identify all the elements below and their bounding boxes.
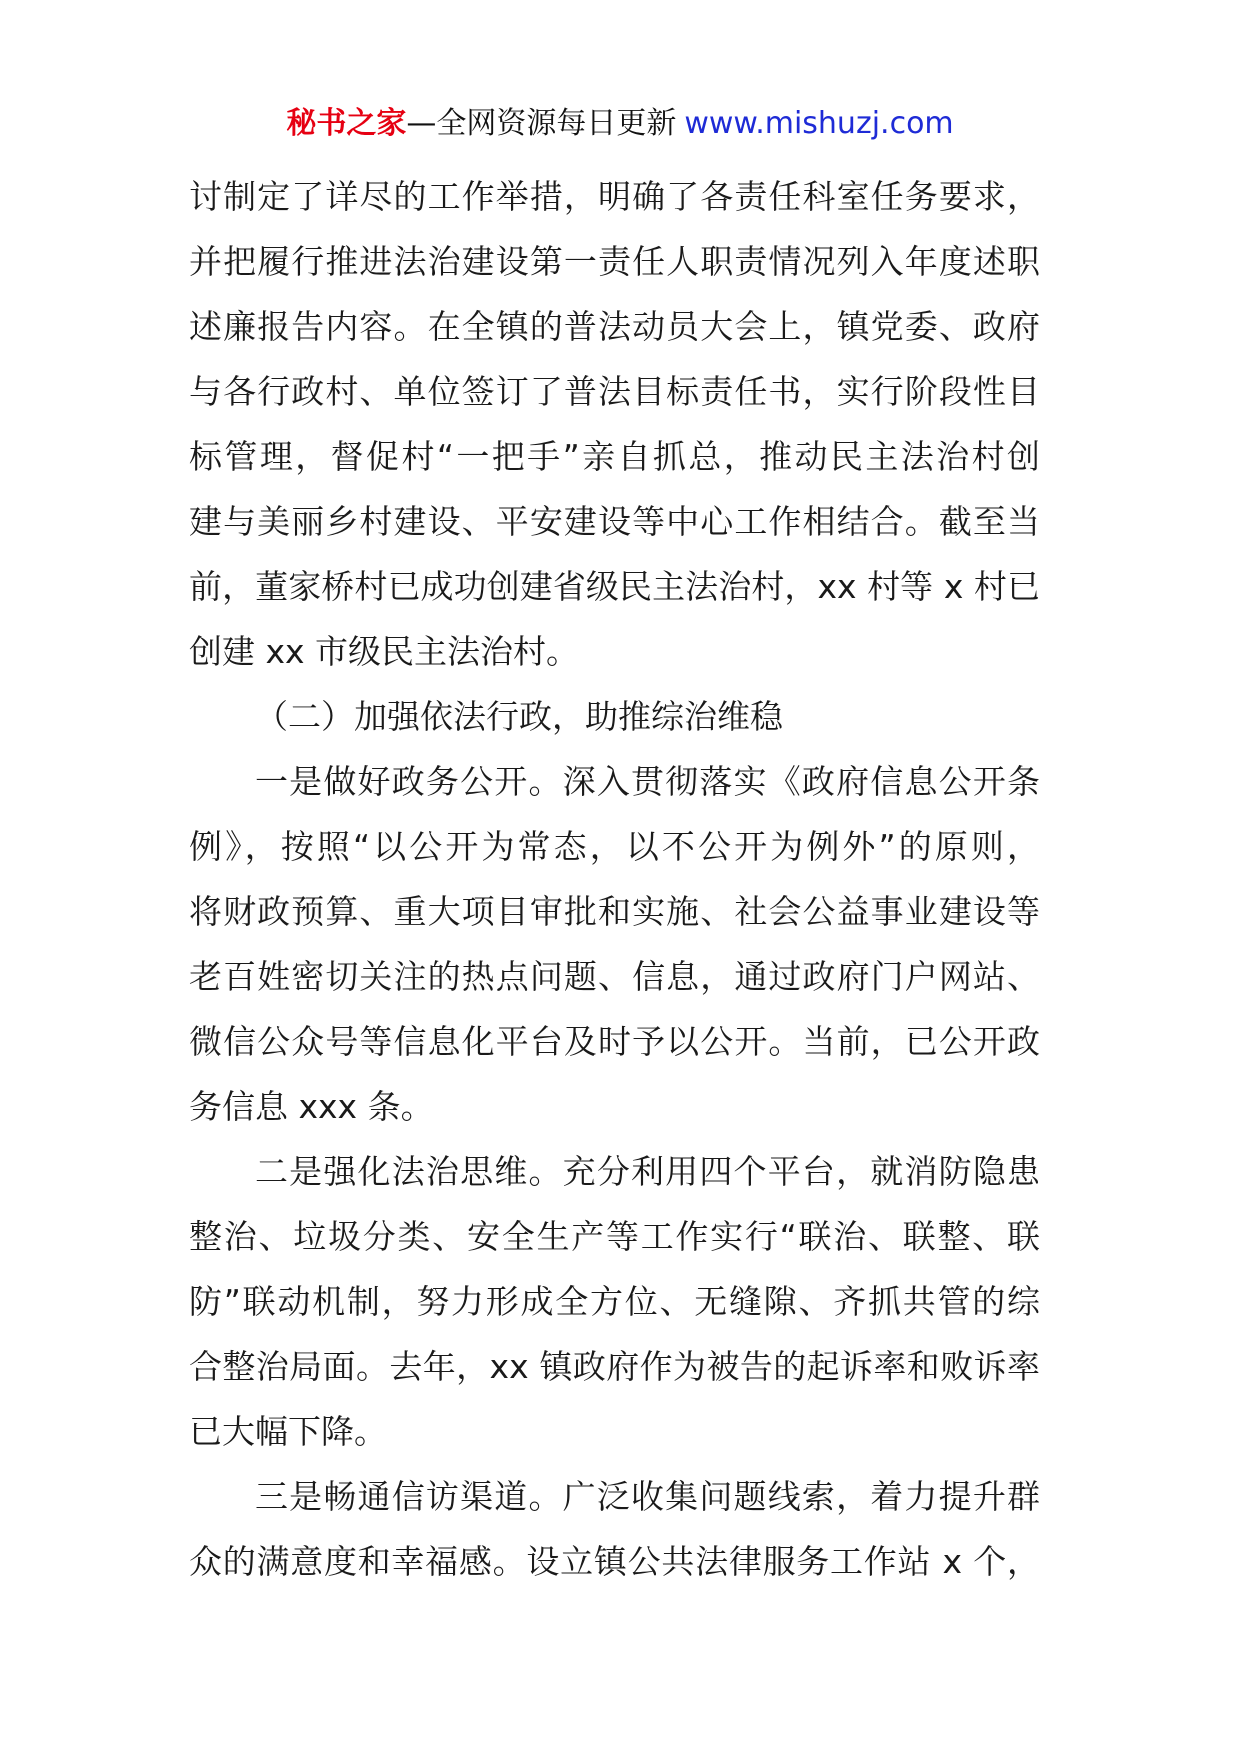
text-line: 与各行政村、单位签订了普法目标责任书，实行阶段性目 <box>189 372 1040 411</box>
site-brand: 秘书之家 <box>286 106 407 141</box>
text-line: 建与美丽乡村建设、平安建设等中心工作相结合。截至当 <box>189 502 1040 541</box>
page-header <box>0 104 1240 144</box>
site-tagline: —全网资源每日更新 <box>406 106 677 141</box>
text-line: 述廉报告内容。在全镇的普法动员大会上，镇党委、政府 <box>189 307 1040 346</box>
text-line: 前，董家桥村已成功创建省级民主法治村，xx 村等 x 村已 <box>189 567 1040 606</box>
site-url-link[interactable]: www.mishuzj.com <box>684 106 954 141</box>
text-line: 防”联动机制，努力形成全方位、无缝隙、齐抓共管的综 <box>189 1282 1040 1321</box>
text-line: 将财政预算、重大项目审批和实施、社会公益事业建设等 <box>189 892 1040 931</box>
text-line: 老百姓密切关注的热点问题、信息，通过政府门户网站、 <box>189 957 1040 996</box>
text-line: 二是强化法治思维。充分利用四个平台，就消防隐患 <box>255 1152 1040 1191</box>
text-line: 三是畅通信访渠道。广泛收集问题线索，着力提升群 <box>255 1477 1040 1516</box>
text-line: 微信公众号等信息化平台及时予以公开。当前，已公开政 <box>189 1022 1040 1061</box>
text-line: 合整治局面。去年，xx 镇政府作为被告的起诉率和败诉率 <box>189 1347 1040 1386</box>
section-heading: （二）加强依法行政，助推综治维稳 <box>255 697 783 736</box>
text-line: 并把履行推进法治建设第一责任人职责情况列入年度述职 <box>189 242 1040 281</box>
text-line: 众的满意度和幸福感。设立镇公共法律服务工作站 x 个， <box>189 1542 1040 1581</box>
text-line: 例》，按照“以公开为常态，以不公开为例外”的原则， <box>189 827 1040 866</box>
text-line: 标管理，督促村“一把手”亲自抓总，推动民主法治村创 <box>189 437 1040 476</box>
text-line: 已大幅下降。 <box>189 1412 387 1451</box>
text-line: 创建 xx 市级民主法治村。 <box>189 632 580 671</box>
text-line: 讨制定了详尽的工作举措，明确了各责任科室任务要求， <box>189 177 1040 216</box>
document-body <box>189 164 1040 1594</box>
text-line: 务信息 xxx 条。 <box>189 1087 434 1126</box>
text-line: 一是做好政务公开。深入贯彻落实《政府信息公开条 <box>255 762 1040 801</box>
text-line: 整治、垃圾分类、安全生产等工作实行“联治、联整、联 <box>189 1217 1040 1256</box>
